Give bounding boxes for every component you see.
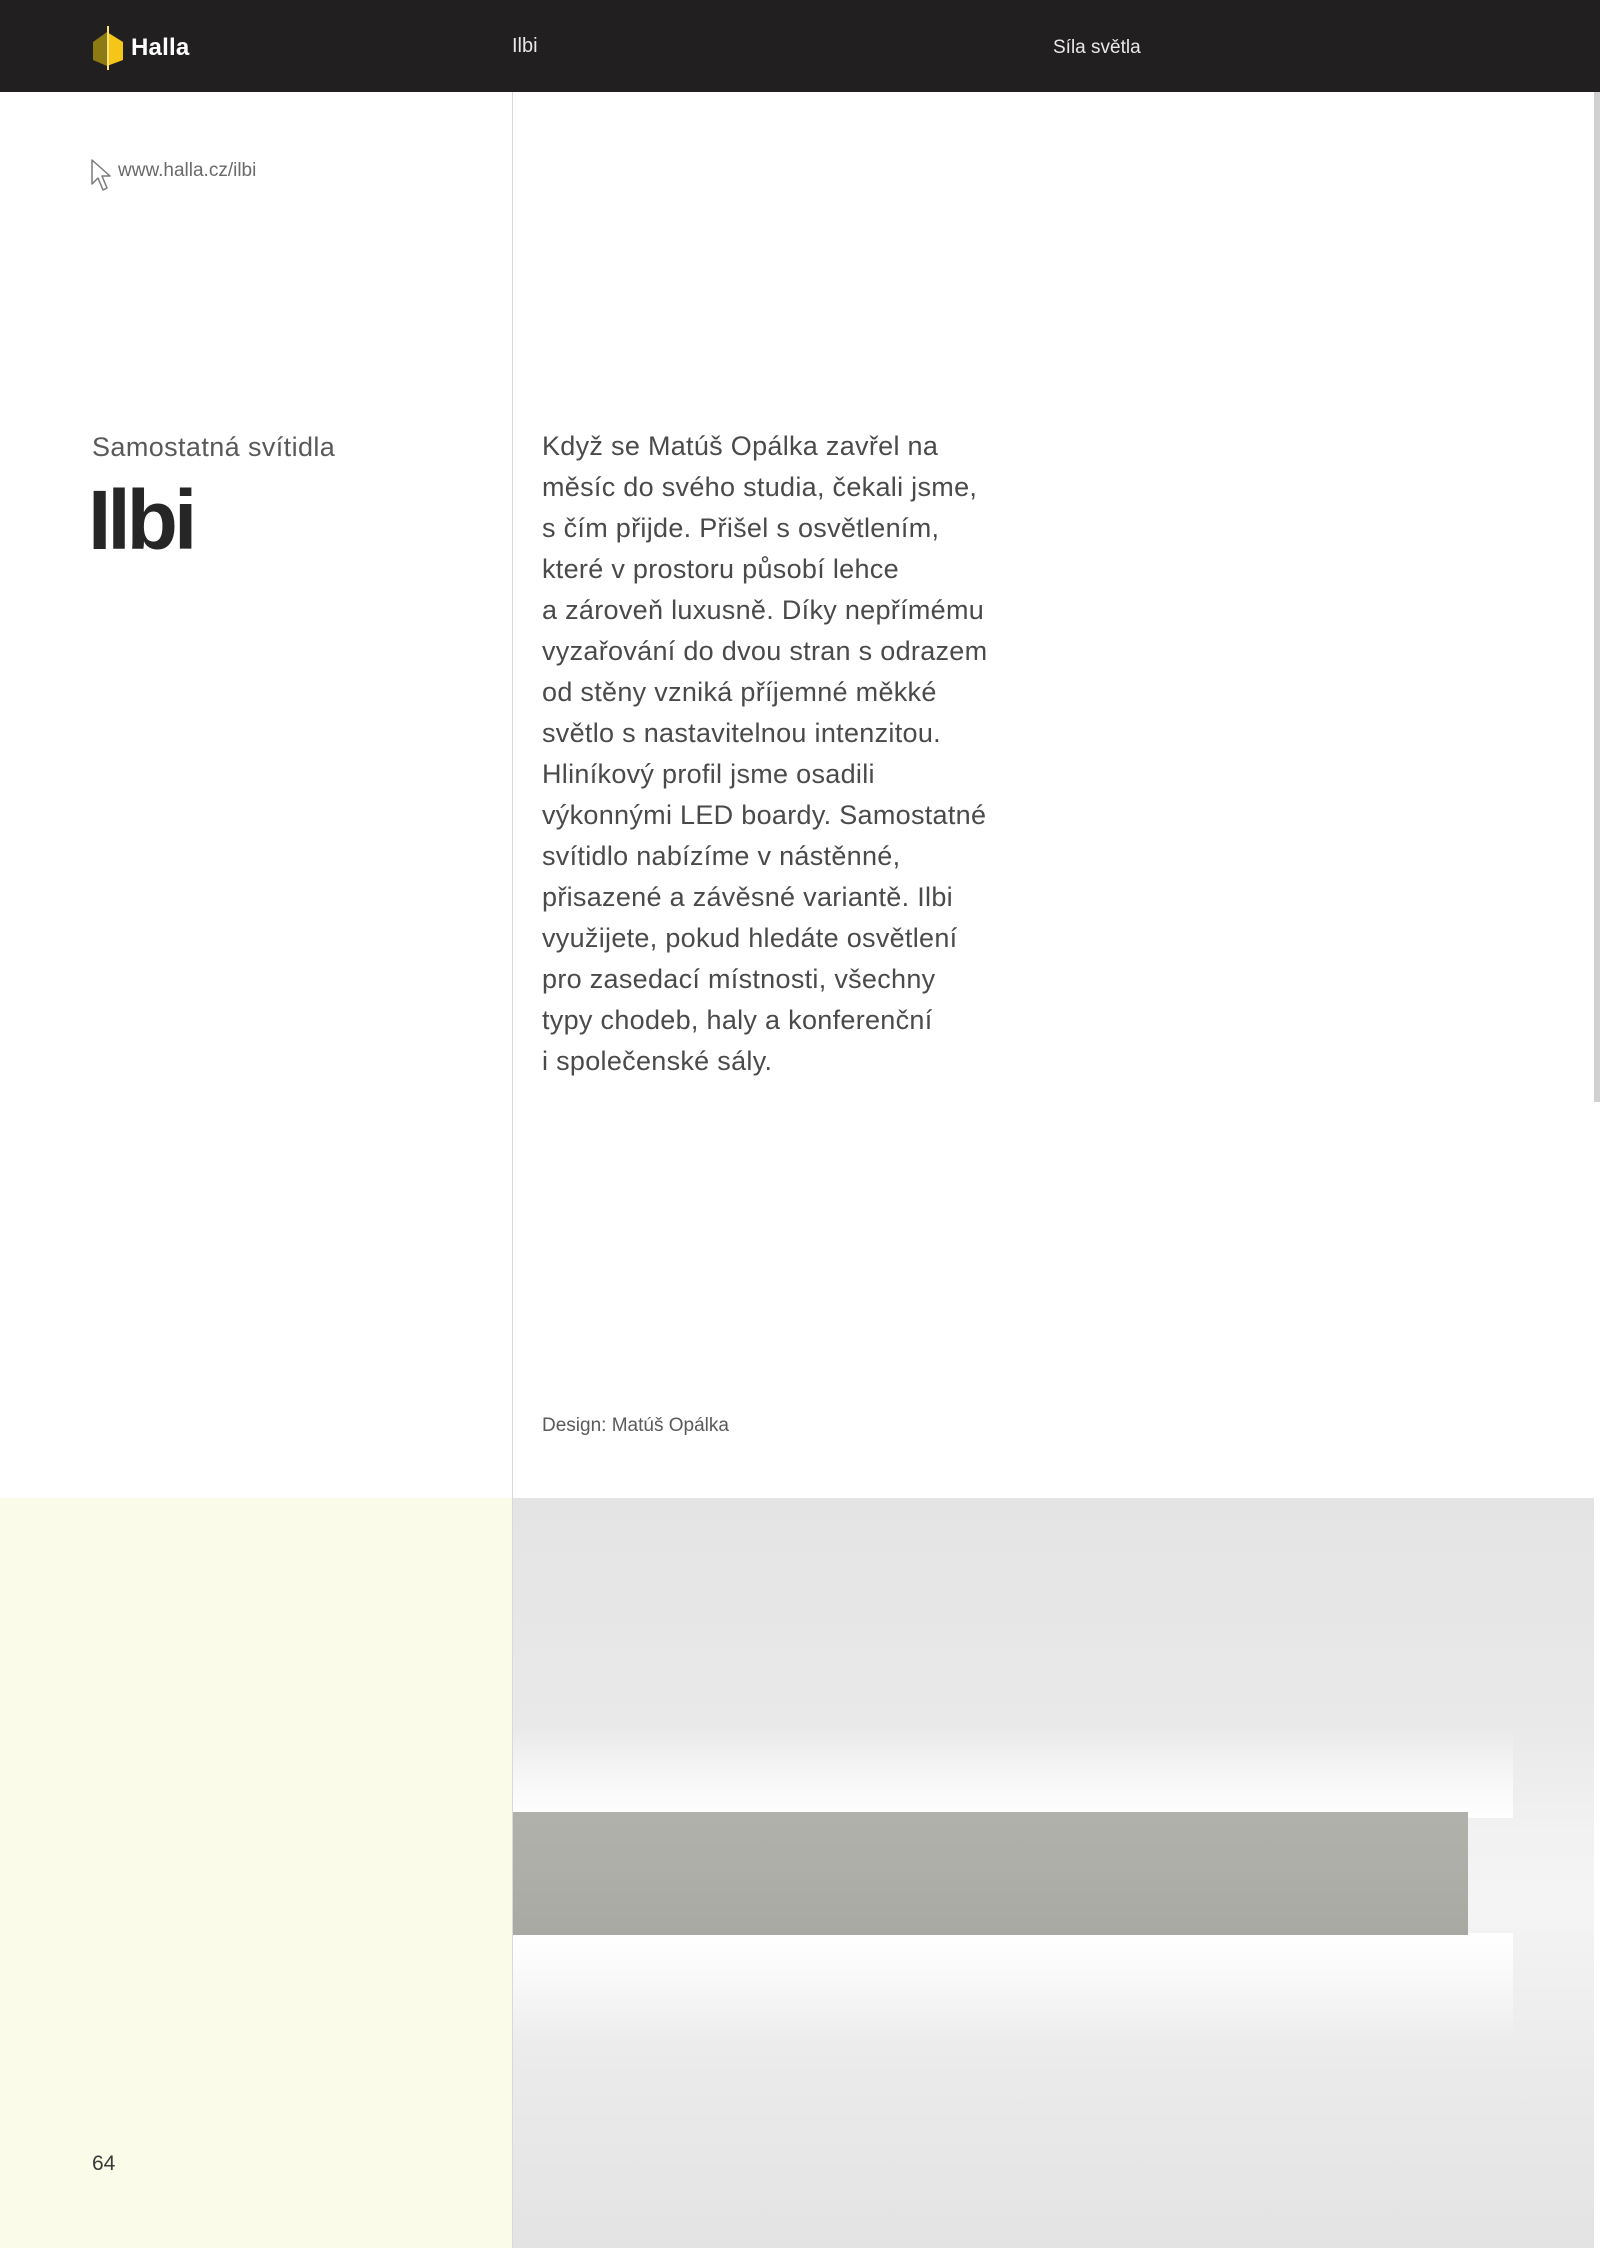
scrollbar[interactable] [1594,92,1600,1102]
page-number: 64 [92,2152,116,2175]
upward-light-glow [513,1728,1513,1818]
product-title: Ilbi [88,473,194,567]
product-category: Samostatná svítidla [92,432,336,462]
halla-logo-icon [93,26,123,70]
designer-credit: Design: Matúš Opálka [542,1415,729,1436]
accent-panel [0,1498,512,2248]
publication-title[interactable]: Síla světla [1053,37,1141,58]
product-photo [513,1498,1594,2248]
downward-light-glow [513,1933,1513,2043]
luminaire-profile [513,1812,1468,1935]
product-description: Když se Matúš Opálka zavřel na měsíc do svého studia, čekali jsme, s čím přijde. Přišel s osvětlením, které v prostoru působí lehce a zároveň luxusně. Díky nepřímému vyzařování do dvou stran s odrazem od stěny vzniká příjemné měkké světlo s nastavitelnou intenzitou. Hliníkový profil jsme osadili výkonnými LED boardy. Samostatné svítidlo nabízíme v nástěnné, přisazené a závěsné variantě. Ilbi využijete, pokud hledáte osvětlení pro zasedací místnosti, všechny typy chodeb, haly a konferenční i společenské sály. [542,431,988,1076]
product-link[interactable] [90,158,256,192]
section-label[interactable]: Ilbi [512,35,538,57]
brand-logo[interactable] [93,26,189,70]
top-bar [0,0,1600,92]
product-url[interactable]: www.halla.cz/ilbi [118,160,257,181]
cursor-icon [90,158,112,192]
brand-name: Halla [131,34,190,61]
